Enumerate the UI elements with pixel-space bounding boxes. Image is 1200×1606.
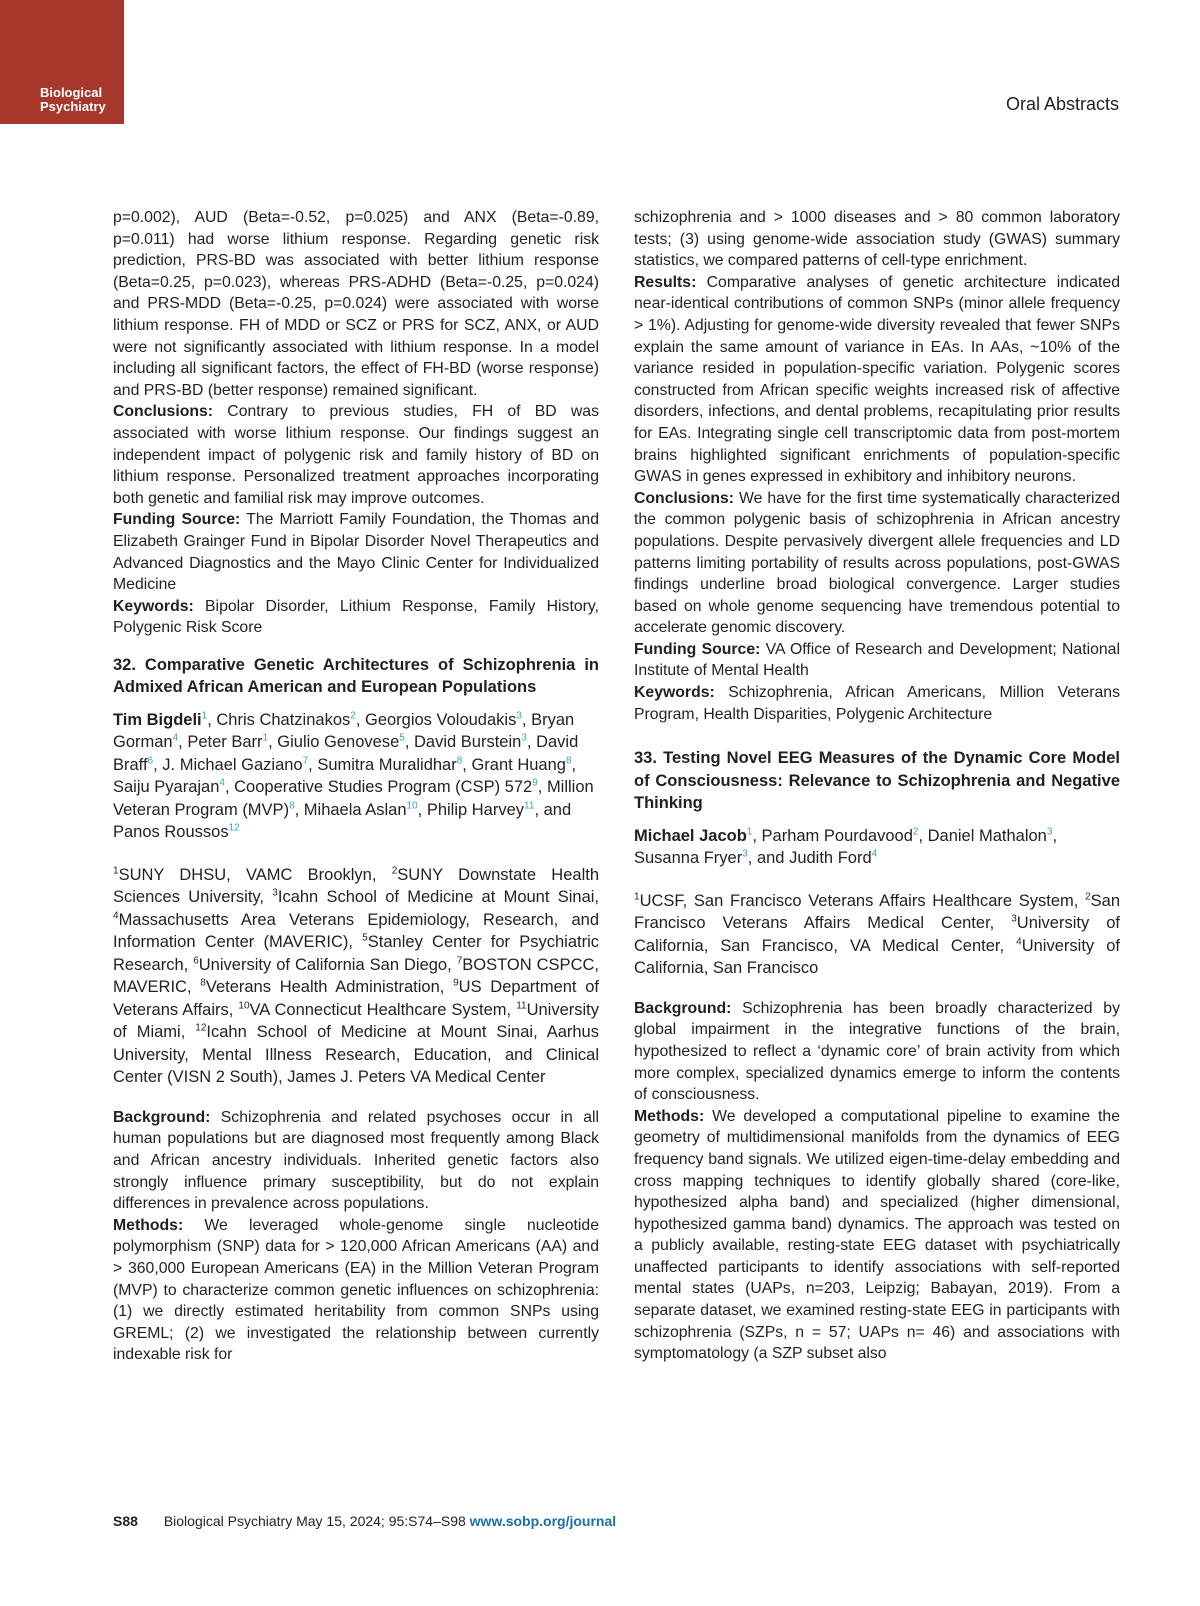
- affiliation-number: 2: [391, 865, 398, 877]
- affiliation-ref[interactable]: 11: [524, 800, 535, 812]
- author-name: Saiju Pyarajan: [113, 778, 220, 797]
- affiliation-ref[interactable]: 1: [201, 710, 208, 722]
- affiliation-number: 8: [200, 977, 206, 989]
- abstract-32-authors: [113, 709, 599, 844]
- affiliation-number: 2: [1085, 891, 1091, 903]
- author-name: David Braff: [113, 733, 579, 774]
- author-separator: ,: [417, 800, 427, 819]
- affiliation-text: SUNY DHSU, VAMC Brooklyn,: [118, 865, 392, 884]
- author-name: David Burstein: [414, 733, 522, 752]
- affiliation-number: 3: [272, 887, 278, 899]
- author-name: Million Veteran Program (MVP): [113, 778, 594, 819]
- methods-text: We developed a computational pipeline to examine the geometry of multidimensional manifolds from the dynamics of EEG frequency band signals. We utilized eigen-time-delay embedding and cross mapping techniques to identify globally shared (core-like, hypothesized alpha band) and specialized (higher dimensional, hypothesized gamma band) dynamics. The approach was tested on a publicly available, resting-state EEG dataset with psychiatrically unaffected participants to identify associations with self-reported mental states (UAPs, n=203, Leipzig; Babayan, 2019). From a separate dataset, we examined resting-state EEG in participants with schizophrenia (SZPs, n = 57; UAPs n= 46) and associations with symptomatology (a SZP subset also: [634, 1107, 1120, 1363]
- affiliation-ref[interactable]: 6: [147, 755, 154, 767]
- affiliation-number: 12: [195, 1022, 207, 1034]
- author-separator: ,: [308, 755, 318, 774]
- affiliation-ref[interactable]: 1: [262, 732, 269, 744]
- abstract-32-title: 32. Comparative Genetic Architectures of Schizophrenia in Admixed African American and European Populations: [113, 655, 599, 697]
- funding-label: Funding Source:: [634, 640, 761, 658]
- author-name: Susanna Fryer: [634, 849, 743, 868]
- affiliation-text: UCSF, San Francisco Veterans Affairs Healthcare System,: [639, 891, 1086, 910]
- author-name: Daniel Mathalon: [927, 826, 1047, 845]
- conclusions-text: Contrary to previous studies, FH of BD was associated with worse lithium response. Our findings suggest an independent impact of polygenic risk and family history of BD on lithium response. Personalized treatment approaches incorporating both genetic and familial risk may improve outcomes.: [113, 403, 599, 507]
- abstract-33-background: [634, 998, 1120, 1106]
- affiliation-number: 4: [113, 910, 119, 922]
- author-separator: ,: [268, 733, 278, 752]
- affiliation-number: 11: [516, 1000, 527, 1012]
- section-title: Oral Abstracts: [1005, 94, 1119, 114]
- author-name: Philip Harvey: [426, 800, 525, 819]
- affiliation-ref[interactable]: 7: [302, 755, 309, 767]
- affiliation-ref[interactable]: 8: [289, 800, 295, 812]
- affiliation-text: Icahn School of Medicine at Mount Sinai, Aarhus University, Mental Illness Research, Education, and Clinical Center (VISN 2 South), James J. Peters VA Medical Center: [113, 1023, 599, 1087]
- keywords-text: Schizophrenia, African Americans, Million Veterans Program, Health Disparities, Polygenic Architecture: [634, 684, 1120, 723]
- conclusions-text: We have for the first time systematically characterized the common polygenic basis of schizophrenia in African ancestry populations. Despite pervasively divergent allele frequencies and LD patterns limiting portability of results across populations, post-GWAS findings underline broad biological convergence. Larger studies based on whole genome sequencing have tremendous potential to accelerate genomic discovery.: [634, 489, 1120, 637]
- abstract-32-methods-cont: schizophrenia and > 1000 diseases and > 80 common laboratory tests; (3) using genome-wide association study (GWAS) summary statistics, we compared patterns of cell-type enrichment.: [634, 209, 1120, 270]
- author-separator: ,: [153, 755, 163, 774]
- affiliation-text: University of California, San Francisco, VA Medical Center,: [634, 914, 1120, 955]
- journal-logo: [0, 0, 124, 124]
- affiliation-number: 9: [453, 977, 459, 989]
- page-footer: [113, 1513, 616, 1529]
- affiliation-ref[interactable]: 4: [219, 777, 225, 789]
- author-name: J. Michael Gaziano: [162, 755, 303, 774]
- results-label: Results:: [634, 273, 697, 291]
- affiliation-text: University of California San Diego,: [198, 955, 457, 974]
- affiliation-text: Massachusetts Area Veterans Epidemiology, Research, and Information Center (MAVERIC),: [113, 910, 599, 952]
- author-separator: ,: [521, 710, 532, 729]
- author-name: Giulio Genovese: [277, 733, 400, 752]
- page-number: S88: [113, 1513, 138, 1529]
- author-separator: ,: [462, 755, 472, 774]
- author-name: Cooperative Studies Program (CSP) 572: [234, 778, 533, 797]
- author-name: Mihaela Aslan: [303, 800, 407, 819]
- continued-results: p=0.002), AUD (Beta=-0.52, p=0.025) and ANX (Beta=-0.89, p=0.011) had worse lithium response. Regarding genetic risk prediction, PRS-BD was associated with better lithium response (Beta=0.25, p=0.023), whereas PRS-ADHD (Beta=-0.25, p=0.024) and PRS-MDD (Beta=-0.25, p=0.024) were associated with worse lithium response. FH of MDD or SCZ or PRS for SCZ, ANX, or AUD were not significantly associated with lithium response. In a model including all significant factors, the effect of FH-BD (worse response) and PRS-BD (better response) remained significant.: [113, 209, 599, 399]
- author-separator: ,: [294, 800, 304, 819]
- journal-name-line2: Psychiatry: [40, 99, 106, 114]
- abstract-33-authors: [634, 825, 1120, 870]
- author-name: Michael Jacob: [634, 826, 747, 845]
- affiliation-ref[interactable]: 1: [746, 826, 753, 838]
- author-separator: ,: [537, 778, 547, 797]
- affiliation-ref[interactable]: 2: [912, 826, 919, 838]
- conclusions-paragraph: [113, 401, 599, 509]
- background-label: Background:: [634, 999, 732, 1017]
- author-name: Chris Chatzinakos: [216, 710, 351, 729]
- author-separator: ,: [404, 733, 415, 752]
- author-name: Georgios Voloudakis: [364, 710, 517, 729]
- author-name: Judith Ford: [789, 849, 872, 868]
- affiliation-ref[interactable]: 4: [871, 848, 878, 860]
- affiliation-number: 1: [634, 891, 640, 903]
- abstract-32-background: [113, 1107, 599, 1215]
- affiliation-number: 3: [1011, 913, 1017, 925]
- abstract-33-methods: [634, 1106, 1120, 1365]
- affiliation-text: University of Miami,: [113, 1000, 600, 1042]
- journal-name-line1: Biological: [40, 85, 103, 100]
- affiliation-ref[interactable]: 4: [172, 732, 179, 744]
- abstract-32-results: [634, 272, 1120, 488]
- affiliation-text: Stanley Center for Psychiatric Research,: [113, 933, 599, 974]
- affiliation-ref[interactable]: 12: [228, 822, 240, 834]
- author-name: Grant Huang: [471, 755, 566, 774]
- author-name: Sumitra Muralidhar: [317, 755, 457, 774]
- author-name: Tim Bigdeli: [113, 710, 202, 729]
- funding-label: Funding Source:: [113, 511, 241, 529]
- author-name: Parham Pourdavood: [761, 826, 913, 845]
- affiliation-ref[interactable]: 3: [742, 848, 748, 860]
- affiliation-ref[interactable]: 9: [532, 777, 538, 789]
- author-separator: ,: [918, 826, 928, 845]
- author-name: Panos Roussos: [113, 823, 229, 842]
- affiliation-ref[interactable]: 3: [516, 710, 522, 722]
- abstract-32-conclusions: [634, 488, 1120, 639]
- affiliation-text: VA Connecticut Healthcare System,: [249, 1000, 517, 1019]
- affiliation-text: San Francisco Veterans Affairs Medical Center,: [634, 891, 1120, 933]
- conclusions-label: Conclusions:: [634, 489, 735, 507]
- abstract-33-affiliations: [634, 890, 1120, 980]
- affiliation-text: US Department of Veterans Affairs,: [113, 978, 600, 1019]
- author-name: Bryan Gorman: [113, 710, 575, 752]
- author-separator: ,: [526, 733, 537, 752]
- affiliation-text: Icahn School of Medicine at Mount Sinai,: [277, 888, 599, 907]
- funding-text: The Marriott Family Foundation, the Thomas and Elizabeth Grainger Fund in Bipolar Disorder Novel Therapeutics and Advanced Diagnostics and the Mayo Clinic Center for Individualized Medicine: [113, 511, 599, 594]
- author-separator: ,: [178, 733, 188, 752]
- author-separator: ,: [355, 710, 365, 729]
- methods-label: Methods:: [113, 1216, 184, 1234]
- abstract-32-funding: [634, 639, 1120, 682]
- author-separator: , and: [747, 849, 790, 868]
- keywords-paragraph: [113, 596, 599, 639]
- abstract-32-keywords: [634, 682, 1120, 725]
- funding-text: VA Office of Research and Development; National Institute of Mental Health: [634, 640, 1120, 680]
- affiliation-text: BOSTON CSPCC, MAVERIC,: [113, 955, 599, 997]
- affiliation-ref[interactable]: 2: [350, 710, 356, 722]
- keywords-text: Bipolar Disorder, Lithium Response, Family History, Polygenic Risk Score: [113, 597, 599, 637]
- affiliation-number: 6: [193, 955, 199, 967]
- abstract-32-methods: [113, 1215, 599, 1366]
- affiliation-ref[interactable]: 10: [406, 800, 418, 812]
- affiliation-number: 4: [1016, 936, 1022, 948]
- affiliation-ref[interactable]: 3: [521, 732, 527, 744]
- right-column: [634, 207, 1120, 1365]
- affiliation-number: 10: [238, 1000, 250, 1012]
- affiliation-ref[interactable]: 8: [565, 755, 572, 767]
- citation: Biological Psychiatry May 15, 2024; 95:S74–S98: [163, 1513, 466, 1529]
- affiliation-ref[interactable]: 3: [1046, 826, 1053, 838]
- journal-link[interactable]: www.sobp.org/journal: [469, 1513, 617, 1529]
- abstract-33-title: 33. Testing Novel EEG Measures of the Dynamic Core Model of Consciousness: Relevance to Schizophrenia and Negative Thinking: [634, 749, 1120, 813]
- author-separator: ,: [752, 826, 762, 845]
- background-text: Schizophrenia and related psychoses occur in all human populations but are diagnosed most frequently among Black and African ancestry individuals. Inherited genetic factors also strongly influence primary susceptibility, but do not explain differences in prevalence across populations.: [113, 1108, 599, 1213]
- methods-text: We leveraged whole-genome single nucleotide polymorphism (SNP) data for > 120,000 African Americans (AA) and > 360,000 European Americans (EA) in the Million Veteran Program (MVP) to characterize common genetic influences on schizophrenia: (1) we directly estimated heritability from common SNPs using GREML; (2) we investigated the relationship between currently indexable risk for: [113, 1216, 599, 1364]
- affiliation-text: Veterans Health Administration,: [205, 978, 454, 997]
- affiliation-number: 7: [456, 955, 463, 967]
- affiliation-text: SUNY Downstate Health Sciences University,: [113, 865, 599, 907]
- author-separator: ,: [571, 755, 577, 774]
- keywords-label: Keywords:: [634, 684, 715, 702]
- left-column: [113, 207, 599, 1366]
- conclusions-label: Conclusions:: [113, 403, 214, 421]
- background-text: Schizophrenia has been broadly characterized by global impairment in the integrative functions of the brain, hypothesized to reflect a ‘dynamic core’ of brain activity from which more complex, specialized dynamics emerge to inform the contents of consciousness.: [634, 999, 1120, 1104]
- keywords-label: Keywords:: [113, 597, 194, 615]
- author-separator: ,: [224, 778, 235, 797]
- affiliation-ref[interactable]: 5: [399, 732, 405, 744]
- results-text: Comparative analyses of genetic architecture indicated near-identical contributions of common SNPs (minor allele frequency > 1%). Adjusting for genome-wide diversity revealed that fewer SNPs explain the same amount of variance in EAs. In AAs, ~10% of the variance resided in population-specific variation. Polygenic scores constructed from African specific weights increased risk of affective disorders, infections, and dental problems, recapitulating prior results for EAs. Integrating single cell transcriptomic data from post-mortem brains highlighted significant enrichments of population-specific GWAS in genes expressed in exhibitory and inhibitory neurons.: [634, 273, 1120, 486]
- abstract-32-affiliations: [113, 864, 599, 1089]
- author-name: Peter Barr: [187, 733, 263, 752]
- funding-paragraph: [113, 509, 599, 595]
- author-separator: ,: [207, 710, 217, 729]
- background-label: Background:: [113, 1108, 211, 1126]
- author-separator: , and: [534, 800, 572, 819]
- methods-label: Methods:: [634, 1107, 705, 1125]
- affiliation-number: 5: [362, 932, 368, 944]
- author-separator: ,: [1052, 826, 1058, 845]
- affiliation-number: 1: [113, 865, 119, 877]
- affiliation-ref[interactable]: 8: [456, 755, 463, 767]
- affiliation-text: University of California, San Francisco: [634, 936, 1120, 978]
